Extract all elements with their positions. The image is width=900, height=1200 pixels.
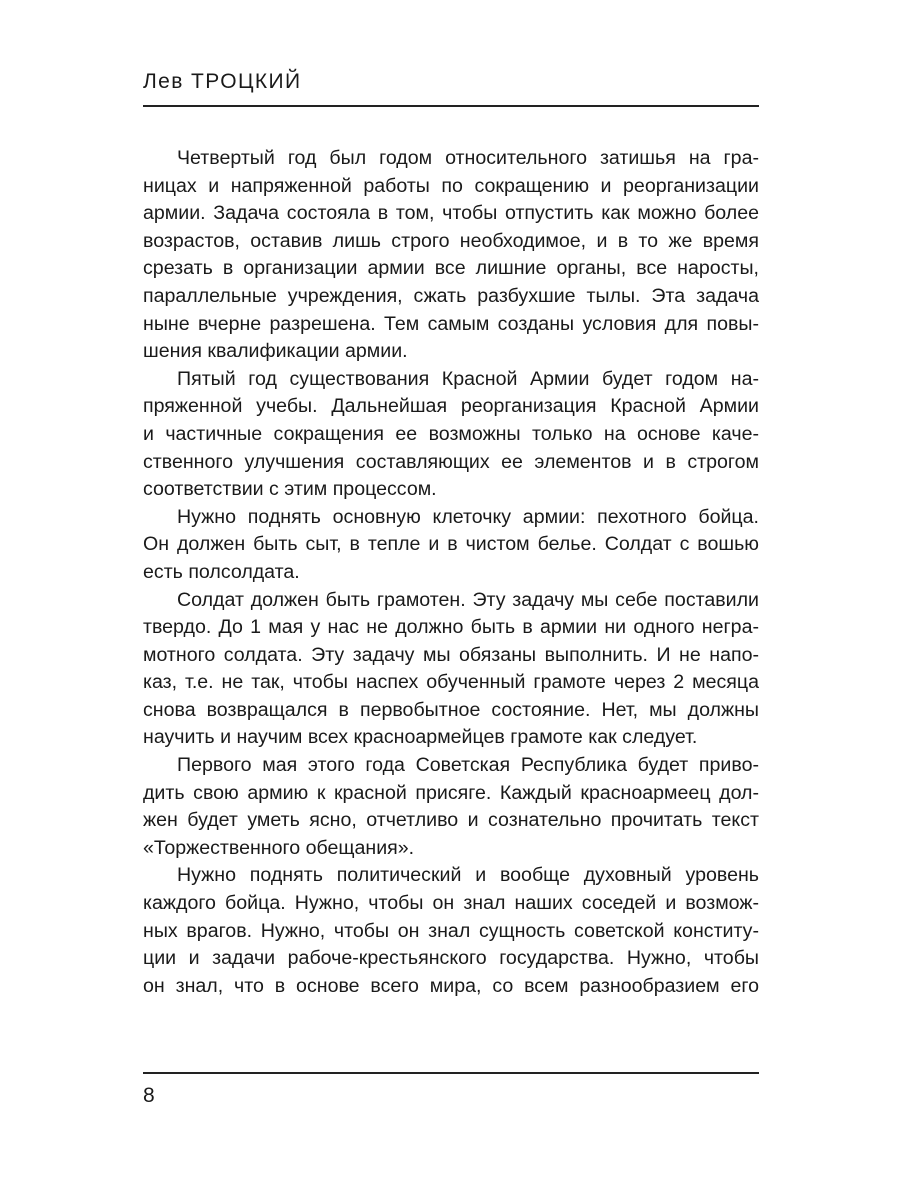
text-line: срезать в организации армии все лишние органы, все наросты, bbox=[143, 257, 759, 280]
text-line: жен будет уметь ясно, отчетливо и сознательно прочитать текст bbox=[143, 809, 759, 832]
text-line: ных врагов. Нужно, чтобы он знал сущность советской конститу- bbox=[143, 919, 759, 942]
text-line: Первого мая этого года Советская Республика будет приво- bbox=[177, 754, 759, 777]
text-line: ции и задачи рабоче-крестьянского государства. Нужно, чтобы bbox=[143, 947, 759, 970]
text-line: научить и научим всех красноармейцев грамоте как следует. bbox=[143, 726, 698, 749]
header-divider bbox=[143, 105, 759, 107]
text-line: ницах и напряженной работы по сокращению и реорганизации bbox=[143, 174, 759, 197]
text-line: возрастов, оставив лишь строго необходимое, и в то же время bbox=[143, 229, 759, 252]
text-line: Солдат должен быть грамотен. Эту задачу мы себе поставили bbox=[177, 588, 759, 611]
text-line: шения квалификации армии. bbox=[143, 340, 408, 363]
text-line: твердо. До 1 мая у нас не должно быть в армии ни одного негра- bbox=[143, 616, 759, 639]
text-line: Нужно поднять политический и вообще духовный уровень bbox=[177, 864, 759, 887]
text-line: и частичные сокращения ее возможны только на основе каче- bbox=[143, 422, 759, 445]
text-line: ственного улучшения составляющих ее элементов и в строгом bbox=[143, 450, 759, 473]
text-line: «Торжественного обещания». bbox=[143, 836, 415, 859]
text-line: снова возвращался в первобытное состояние. Нет, мы должны bbox=[143, 698, 759, 721]
text-line: дить свою армию к красной присяге. Каждый красноармеец дол- bbox=[143, 781, 759, 804]
text-line: ныне вчерне разрешена. Тем самым созданы условия для повы- bbox=[143, 312, 759, 335]
text-line: Нужно поднять основную клеточку армии: пехотного бойца. bbox=[177, 505, 759, 528]
text-line: мотного солдата. Эту задачу мы обязаны выполнить. И не напо- bbox=[143, 643, 759, 666]
text-line: Он должен быть сыт, в тепле и в чистом белье. Солдат с вошью bbox=[143, 533, 759, 556]
text-line: каз, т.е. не так, чтобы наспех обученный грамоте через 2 месяца bbox=[143, 671, 759, 694]
text-line: армии. Задача состояла в том, чтобы отпустить как можно более bbox=[143, 202, 759, 225]
text-line: Четвертый год был годом относительного затишья на гра- bbox=[177, 147, 759, 169]
text-line: есть полсолдата. bbox=[143, 560, 300, 583]
text-line: он знал, что в основе всего мира, со всем разнообразием его bbox=[143, 974, 759, 997]
text-line: параллельные учреждения, сжать разбухшие тылы. Эта задача bbox=[143, 284, 759, 307]
text-line: соответствии с этим процессом. bbox=[143, 478, 437, 501]
running-header: Лев ТРОЦКИЙ bbox=[143, 70, 302, 93]
text-line: Пятый год существования Красной Армии будет годом на- bbox=[177, 367, 759, 390]
body-text bbox=[143, 145, 759, 1000]
footer-divider bbox=[143, 1072, 759, 1074]
text-line: пряженной учебы. Дальнейшая реорганизация Красной Армии bbox=[143, 395, 759, 418]
text-line: каждого бойца. Нужно, чтобы он знал наших соседей и возмож- bbox=[143, 892, 759, 915]
page-number: 8 bbox=[143, 1084, 155, 1107]
